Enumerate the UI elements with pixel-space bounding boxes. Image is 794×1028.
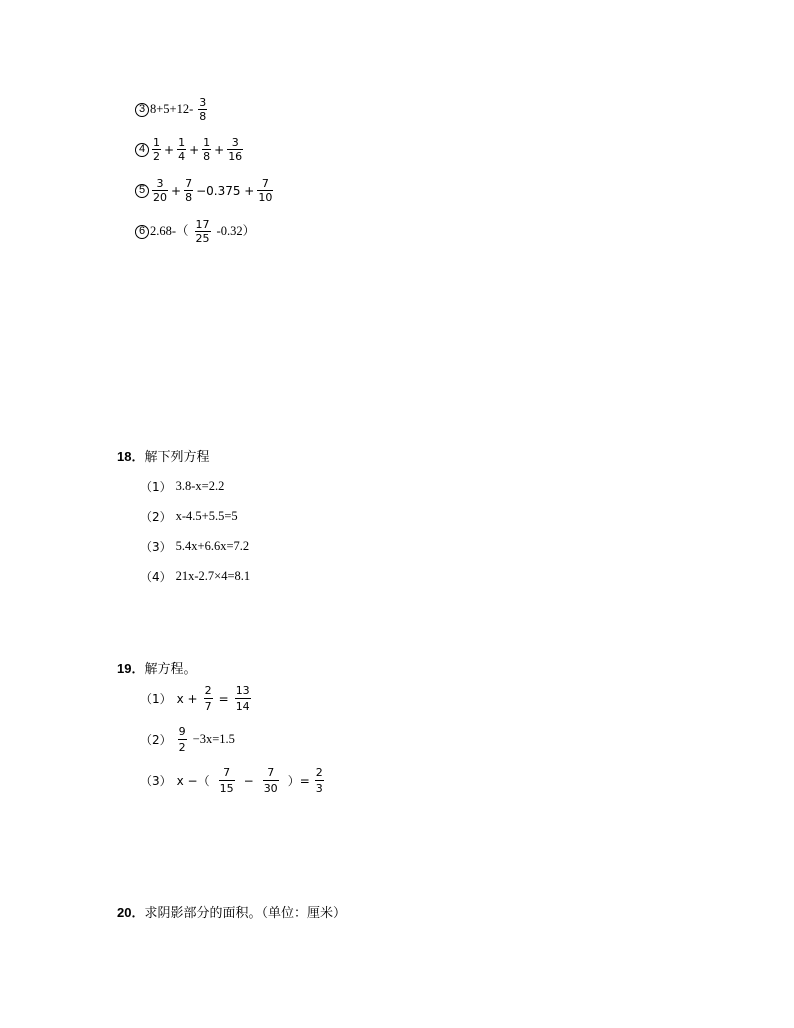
fraction [195,219,211,244]
fraction [184,178,193,203]
fraction [198,97,207,122]
item-label: （2） [140,510,172,524]
operator: + [189,142,200,157]
circled-number-6: 6 [135,225,149,239]
equation-text: 21x-2.7×4=8.1 [175,569,251,583]
denominator: 30 [263,782,278,795]
equation-text: x-4.5+5.5=5 [175,509,238,523]
fraction [152,137,161,162]
operator: + [164,142,175,157]
equation-4 [140,568,250,585]
fraction [315,766,324,795]
denominator: 10 [258,191,273,204]
denominator: 16 [228,150,243,163]
question-number: 18． [117,449,145,464]
numerator: 2 [204,684,212,697]
question-18-heading [117,446,209,465]
fraction [257,178,273,203]
item-label: （3） [140,540,172,554]
numerator: 7 [223,766,231,779]
item-label: （1） [140,692,172,706]
numerator: 3 [231,136,239,149]
circled-number-5: 5 [135,184,149,198]
fraction [152,178,168,203]
numerator: 3 [199,96,207,109]
numerator: 17 [195,218,210,231]
fraction [177,137,186,162]
expression-suffix: -0.32） [216,224,256,239]
question-20-heading [117,902,346,921]
expression-4 [135,137,245,162]
question-number: 19． [117,661,145,676]
item-label: （3） [140,774,172,788]
equation-19-2 [140,725,235,754]
question-title: 求阴影部分的面积。（单位：厘米） [144,906,346,921]
equation-3 [140,538,249,555]
denominator: 8 [199,110,207,123]
equation-prefix: x −（ [176,774,210,788]
question-title: 解方程。 [144,662,197,677]
expression-middle: −0.375 + [196,183,255,198]
minus-sign: − [243,773,254,788]
equation-text: 3.8-x=2.2 [175,479,225,493]
fraction [202,137,211,162]
item-label: （2） [140,733,172,747]
expression-3 [135,97,209,122]
numerator: 9 [178,725,186,738]
item-label: （4） [140,570,172,584]
numerator: 1 [178,136,186,149]
fraction [219,766,235,795]
denominator: 8 [203,150,211,163]
fraction [235,684,251,713]
item-label: （1） [140,480,172,494]
numerator: 7 [267,766,275,779]
denominator: 25 [195,232,210,245]
fraction [204,684,213,713]
numerator: 7 [185,177,193,190]
denominator: 2 [178,741,186,754]
denominator: 4 [178,150,186,163]
denominator: 8 [185,191,193,204]
equation-prefix: x + [176,691,198,706]
fraction [263,766,279,795]
denominator: 3 [315,782,323,795]
denominator: 7 [204,700,212,713]
equals-sign: = [218,691,229,706]
numerator: 7 [261,177,269,190]
equation-2 [140,508,238,525]
denominator: 20 [153,191,167,204]
numerator: 3 [156,177,164,190]
numerator: 2 [315,766,323,779]
denominator: 14 [235,700,250,713]
expression-prefix: 2.68-（ [150,224,189,239]
circled-number-3: 3 [135,103,149,117]
equation-close: ）= [287,774,310,788]
question-title: 解下列方程 [144,450,210,465]
operator: + [171,183,182,198]
expression-6 [135,219,255,244]
equation-text: 5.4x+6.6x=7.2 [175,539,250,553]
circled-number-4: 4 [135,143,149,157]
question-number: 20． [117,905,145,920]
denominator: 15 [219,782,234,795]
equation-suffix: −3x=1.5 [192,732,235,746]
equation-19-1 [140,684,256,713]
fraction [227,137,243,162]
numerator: 1 [203,136,211,149]
numerator: 1 [153,136,160,149]
question-19-heading [117,658,196,677]
numerator: 13 [235,684,250,697]
equation-19-3 [140,766,328,795]
fraction [178,725,187,754]
operator: + [214,142,225,157]
expression-text: 8+5+12- [150,102,194,117]
denominator: 2 [153,150,160,163]
expression-5 [135,178,275,203]
equation-1 [140,478,224,495]
